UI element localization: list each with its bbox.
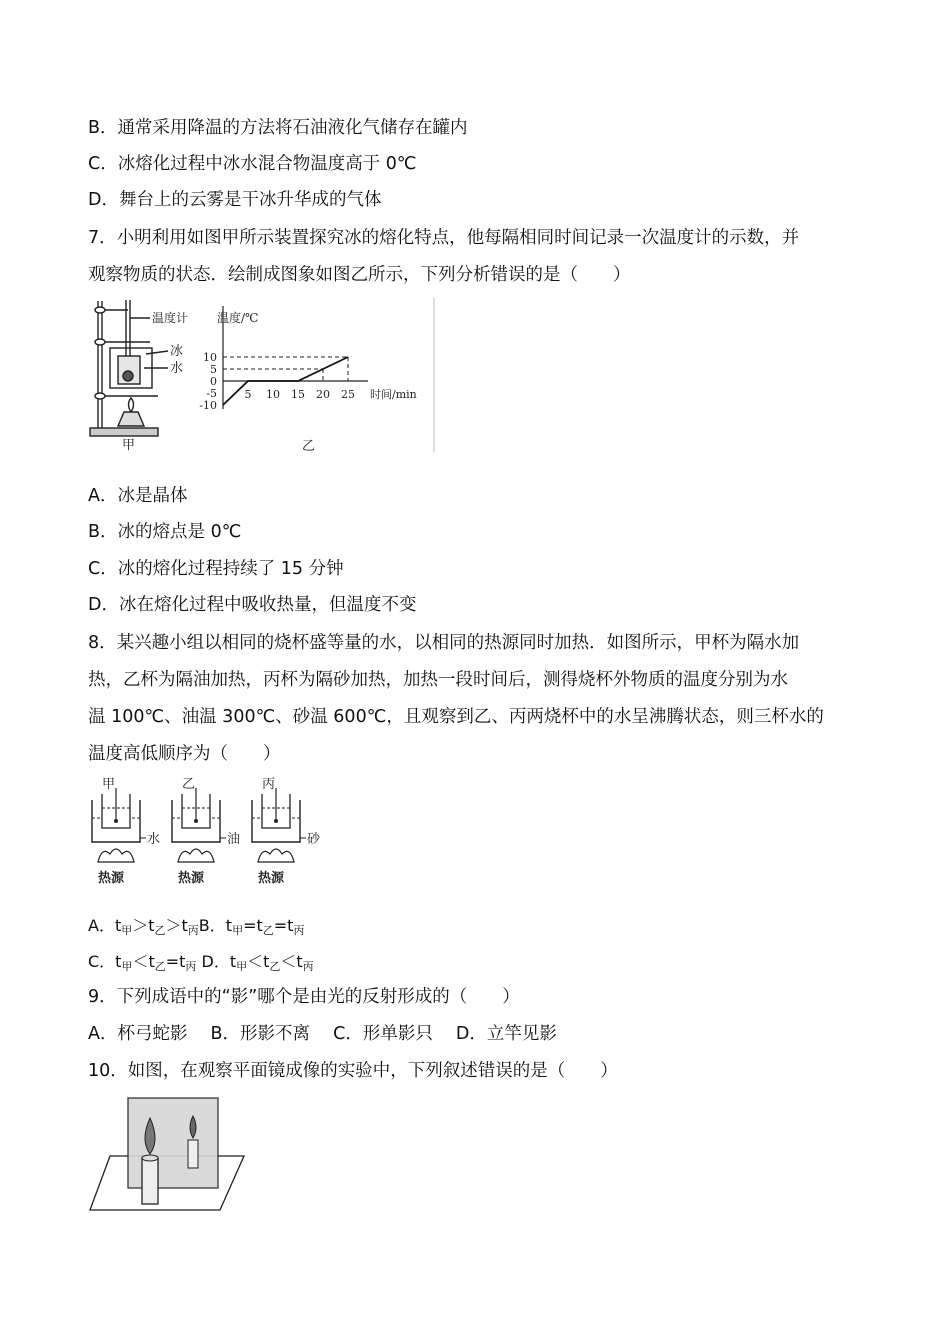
x-tick-label: 20 [316, 388, 330, 401]
q8-options-cd: C．t甲＜t乙=t丙 D．t甲＜t乙＜t丙 [88, 952, 314, 973]
q8-options-ab: A．t甲＞t乙＞t丙B．t甲=t乙=t丙 [88, 916, 305, 937]
cup-label: 乙 [182, 777, 196, 792]
medium-label: 水 [147, 832, 161, 847]
heat-source-label: 热源 [178, 871, 205, 886]
graph-caption: 乙 [302, 439, 316, 454]
x-tick-label: 10 [266, 388, 280, 401]
q7-option-d: D．冰在熔化过程中吸收热量，但温度不变 [88, 595, 417, 615]
q9-options: A．杯弓蛇影 B．形影不离 C．形单影只 D．立竿见影 [88, 1024, 557, 1044]
ice-label: 冰 [170, 344, 184, 359]
q9-stem: 9．下列成语中的“影”哪个是由光的反射形成的（ ） [88, 987, 520, 1007]
cup-1 [92, 777, 160, 886]
thermometer-bulb [194, 819, 198, 823]
cup-label: 甲 [102, 777, 116, 792]
q7-stem-2: 观察物质的状态．绘制成图象如图乙所示，下列分析错误的是（ ） [88, 265, 631, 285]
q10-figure [88, 1094, 248, 1214]
y-tick-label: -5 [206, 387, 217, 400]
melting-graph [199, 306, 416, 412]
q8-stem-1: 8．某兴趣小组以相同的烧杯盛等量的水，以相同的热源同时加热．如图所示，甲杯为隔水加 [88, 633, 800, 653]
q7-stem-1: 7．小明利用如图甲所示装置探究冰的熔化特点，他每隔相同时间记录一次温度计的示数，并 [88, 228, 800, 248]
q7-option-c: C．冰的熔化过程持续了 15 分钟 [88, 559, 344, 579]
heat-source-label: 热源 [258, 871, 285, 886]
flame-icon [178, 849, 214, 862]
y-tick-label: 0 [210, 375, 217, 388]
x-tick-label: 25 [341, 388, 355, 401]
y-axis-label: 温度/℃ [217, 311, 259, 325]
q8-stem-4: 温度高低顺序为（ ） [88, 744, 281, 764]
x-tick-label: 15 [291, 388, 305, 401]
heat-source-label: 热源 [98, 871, 125, 886]
q8-stem-2: 热，乙杯为隔油加热，丙杯为隔砂加热，加热一段时间后，测得烧杯外物质的温度分别为水 [88, 670, 788, 690]
q10-stem: 10．如图，在观察平面镜成像的实验中，下列叙述错误的是（ ） [88, 1061, 618, 1081]
line-d: D．舞台上的云雾是干冰升华成的气体 [88, 190, 382, 210]
line-c: C．冰熔化过程中冰水混合物温度高于 0℃ [88, 154, 417, 174]
flame-icon [98, 849, 134, 862]
flame-icon [258, 849, 294, 862]
y-tick-label: 10 [203, 351, 217, 364]
y-tick-label: 5 [210, 363, 217, 376]
thermometer-bulb [114, 819, 118, 823]
medium-label: 油 [227, 832, 241, 847]
x-tick-label: 5 [244, 388, 252, 401]
q8-figure [88, 774, 328, 890]
water-label: 水 [170, 361, 184, 376]
q7-option-a: A．冰是晶体 [88, 486, 188, 506]
q7-figure [88, 296, 440, 456]
line-b: B．通常采用降温的方法将石油液化气储存在罐内 [88, 118, 468, 138]
thermometer-label: 温度计 [152, 311, 189, 325]
cup-label: 丙 [262, 777, 276, 792]
q7-option-b: B．冰的熔点是 0℃ [88, 522, 242, 542]
thermometer-bulb [274, 819, 278, 823]
y-tick-label: -10 [199, 399, 217, 412]
apparatus-caption: 甲 [122, 438, 136, 453]
medium-label: 砂 [307, 832, 321, 847]
cup-3 [252, 777, 321, 886]
cup-2 [172, 777, 240, 886]
x-axis-label: 时间/min [370, 388, 417, 401]
q8-stem-3: 温 100℃、油温 300℃、砂温 600℃，且观察到乙、丙两烧杯中的水呈沸腾状态，则三杯水的 [88, 707, 824, 727]
